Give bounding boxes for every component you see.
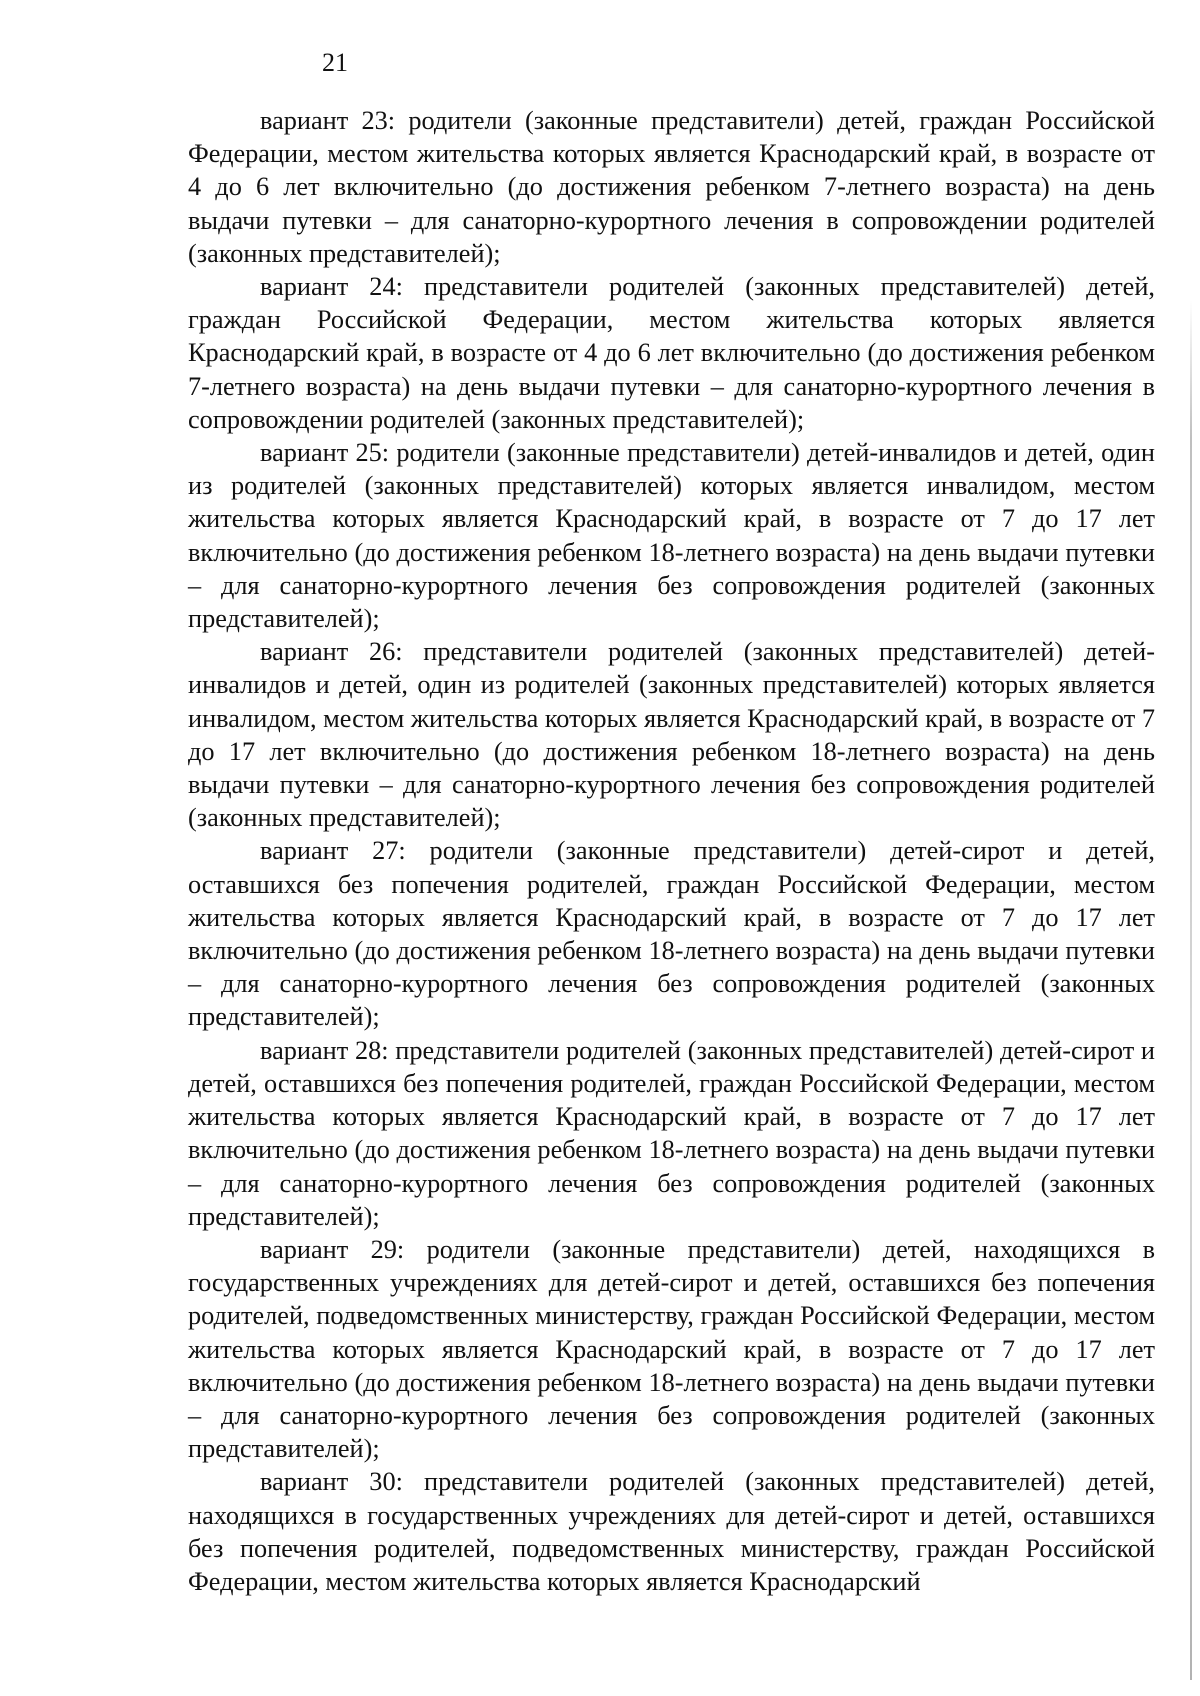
paragraph-variant-26: вариант 26: представители родителей (законных представителей) детей-инвалидов и детей, один из родителей (законных представителей) которых является инвалидом, местом жительства которых является Краснодарский край, в возрасте от 7 до 17 лет включительно (до достижения ребенком 18-летнего возраста) на день выдачи путевки – для санаторно-курортного лечения без сопровождения родителей (законных представителей); [188,637,1155,833]
paragraph-variant-23: вариант 23: родители (законные представители) детей, граждан Российской Федерации, местом жительства которых является Краснодарский край, в возрасте от 4 до 6 лет включительно (до достижения ребенком 7-летнего возраста) на день выдачи путевки – для санаторно-курортного лечения в сопровождении родителей (законных представителей); [188,106,1155,268]
document-body [188,104,1155,1598]
page-number [0,48,1200,78]
paragraph-variant-24: вариант 24: представители родителей (законных представителей) детей, граждан Российской Федерации, местом жительства которых является Краснодарский край, в возрасте от 4 до 6 лет включительно (до достижения ребенком 7-летнего возраста) на день выдачи путевки – для санаторно-курортного лечения в сопровождении родителей (законных представителей); [188,272,1155,434]
paragraph-variant-25: вариант 25: родители (законные представители) детей-инвалидов и детей, один из родителей (законных представителей) которых является инвалидом, местом жительства которых является Краснодарский край, в возрасте от 7 до 17 лет включительно (до достижения ребенком 18-летнего возраста) на день выдачи путевки – для санаторно-курортного лечения без сопровождения родителей (законных представителей); [188,438,1155,634]
paragraph-variant-29: вариант 29: родители (законные представители) детей, находящихся в государственных учреждениях для детей-сирот и детей, оставшихся без попечения родителей, подведомственных министерству, граждан Российской Федерации, местом жительства которых является Краснодарский край, в возрасте от 7 до 17 лет включительно (до достижения ребенком 18-летнего возраста) на день выдачи путевки – для санаторно-курортного лечения без сопровождения родителей (законных представителей); [188,1234,1155,1464]
paragraph-variant-28: вариант 28: представители родителей (законных представителей) детей-сирот и детей, оставшихся без попечения родителей, граждан Российской Федерации, местом жительства которых является Краснодарский край, в возрасте от 7 до 17 лет включительно (до достижения ребенком 18-летнего возраста) на день выдачи путевки – для санаторно-курортного лечения без сопровождения родителей (законных представителей); [188,1035,1155,1231]
paragraph-variant-27: вариант 27: родители (законные представители) детей-сирот и детей, оставшихся без попечения родителей, граждан Российской Федерации, местом жительства которых является Краснодарский край, в возрасте от 7 до 17 лет включительно (до достижения ребенком 18-летнего возраста) на день выдачи путевки – для санаторно-курортного лечения без сопровождения родителей (законных представителей); [188,836,1155,1032]
page-number-text: 21 [322,48,348,77]
scan-edge-line [1190,300,1192,1680]
paragraph-variant-30: вариант 30: представители родителей (законных представителей) детей, находящихся в государственных учреждениях для детей-сирот и детей, оставшихся без попечения родителей, подведомственных министерству, граждан Российской Федерации, местом жительства которых является Краснодарский [188,1467,1155,1596]
